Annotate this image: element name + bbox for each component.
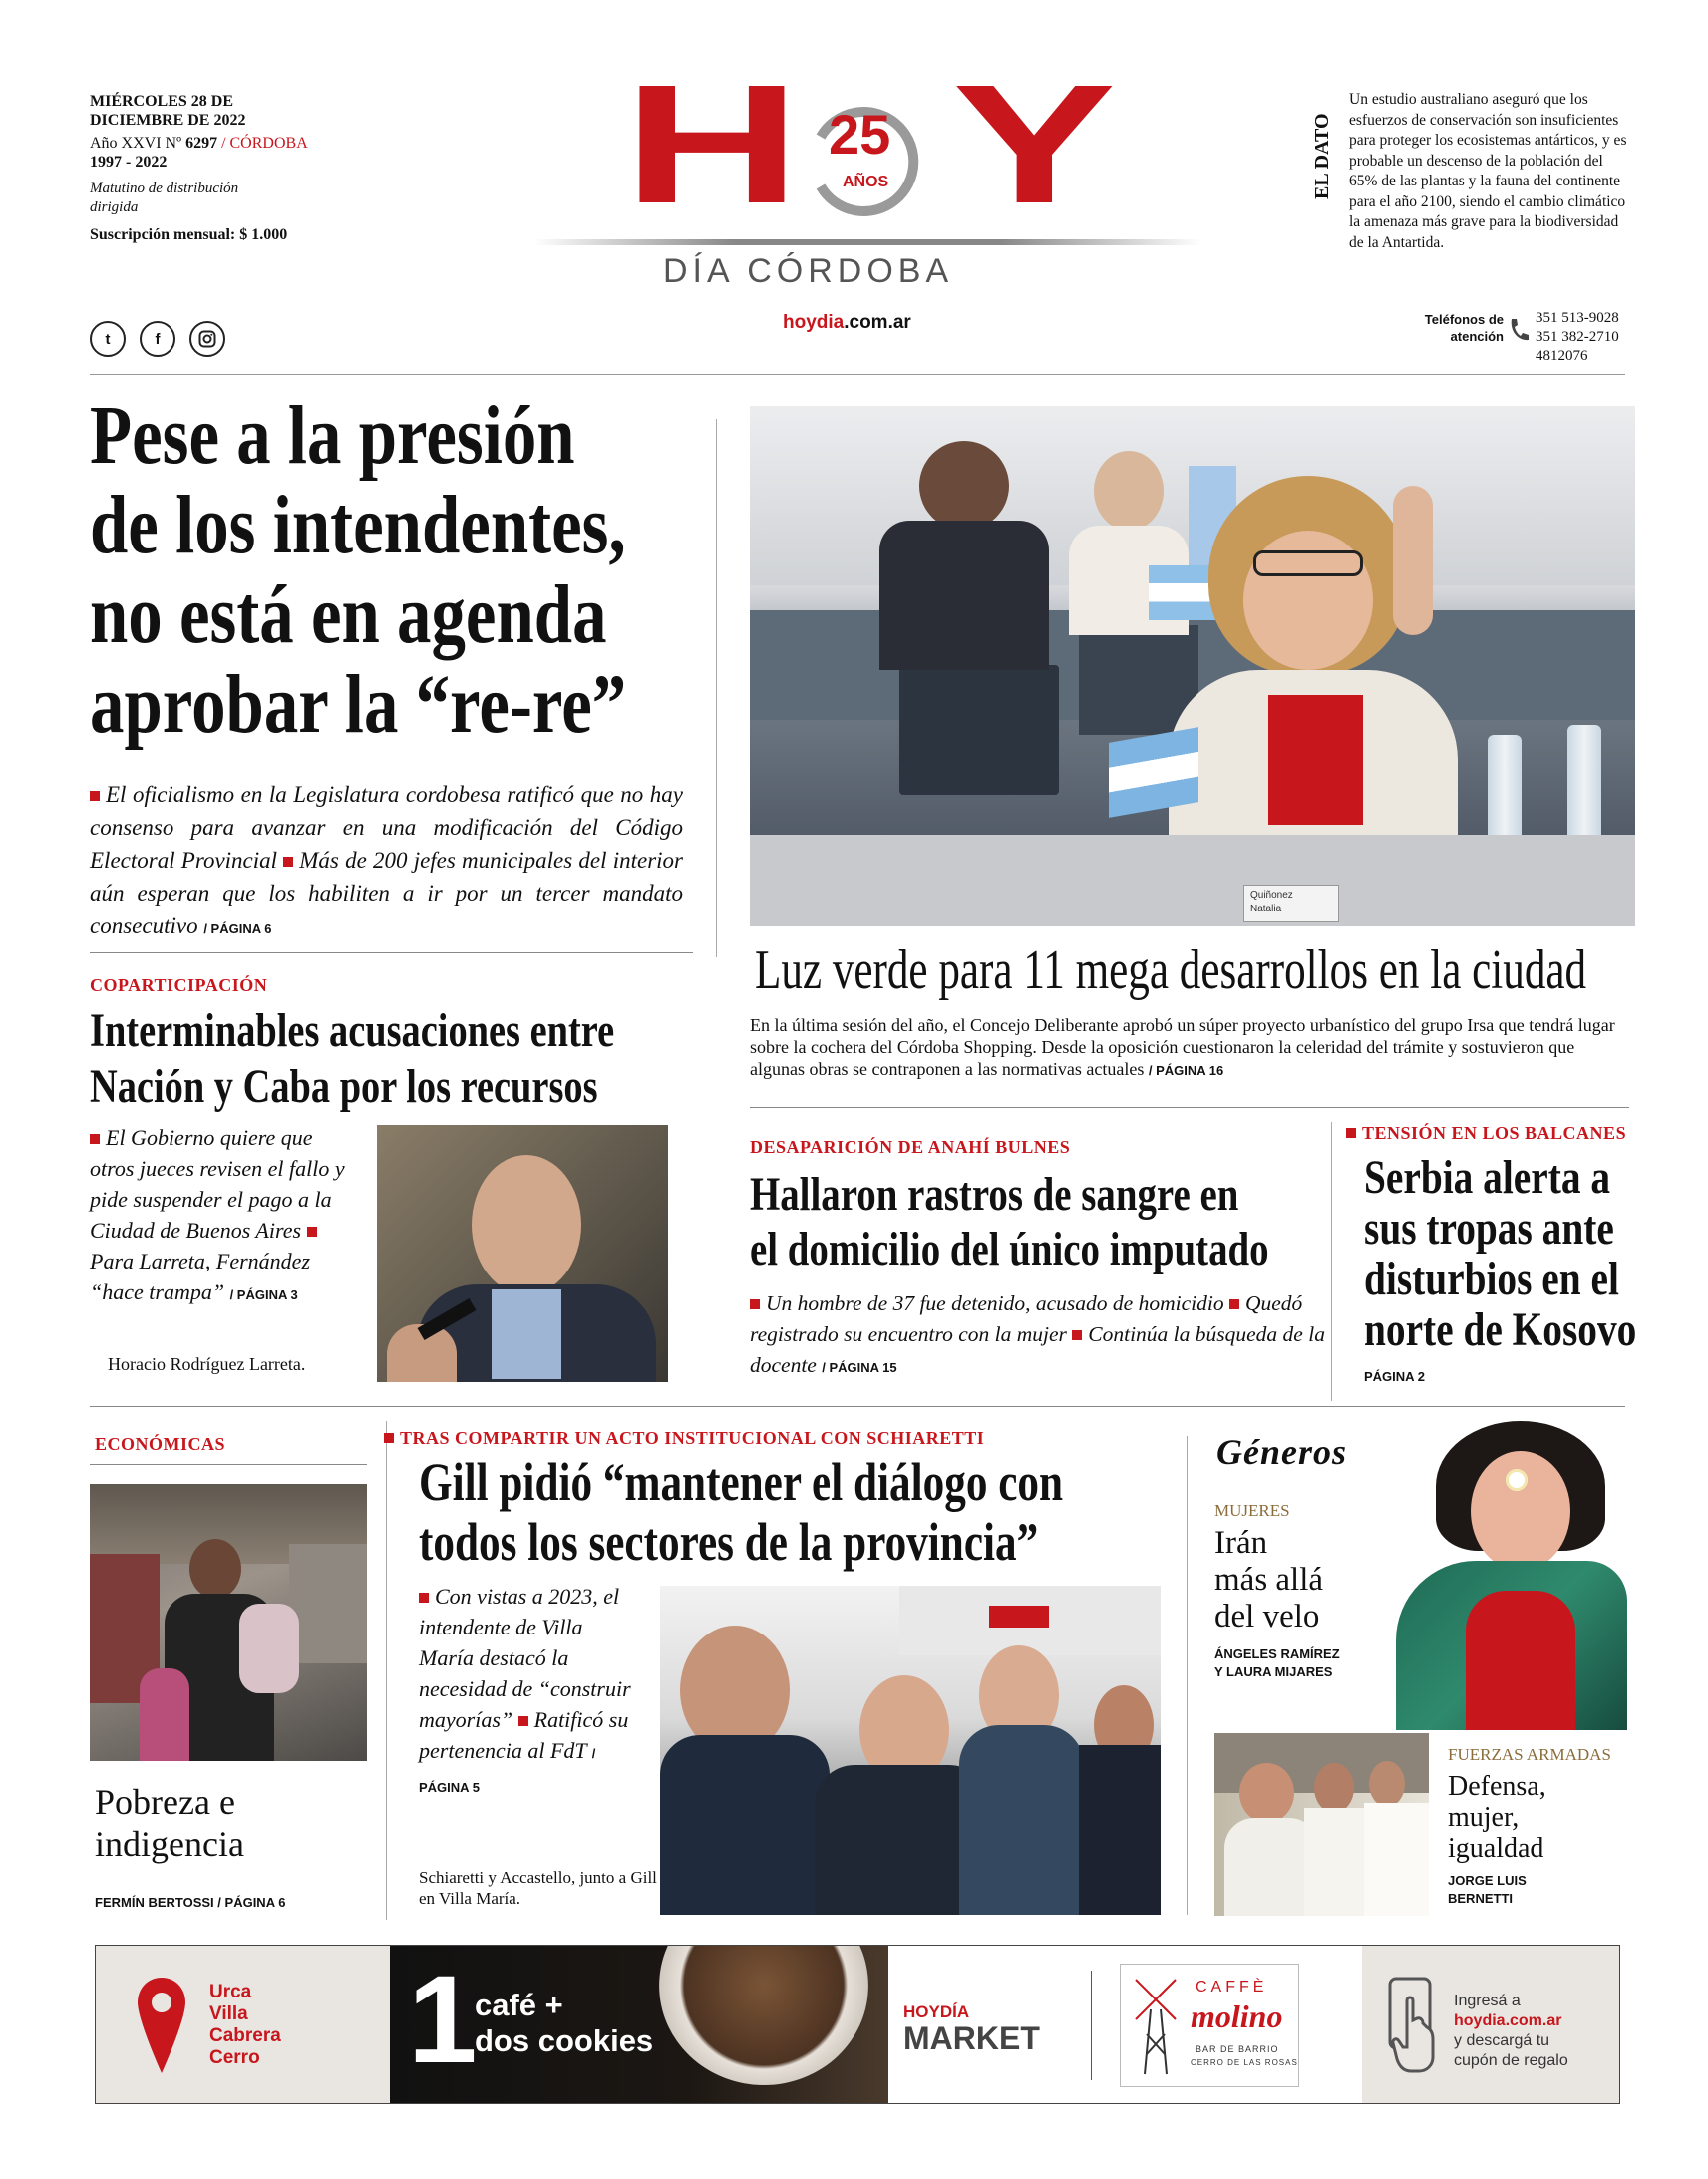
generos-item1-kicker: MUJERES xyxy=(1214,1501,1290,1520)
balcanes-headline-line: disturbios en el xyxy=(1364,1253,1619,1305)
lead-page-ref[interactable]: / PÁGINA 6 xyxy=(203,921,272,936)
balcanes-headline-line: sus tropas ante xyxy=(1364,1202,1614,1255)
bulnes-headline[interactable] xyxy=(750,1167,1391,1276)
generos-item1-title-line: del velo xyxy=(1214,1599,1320,1634)
larreta-caption: Horacio Rodríguez Larreta. xyxy=(108,1354,306,1374)
facebook-icon[interactable]: f xyxy=(140,321,175,357)
windmill-icon xyxy=(1131,1975,1181,2083)
phone-number: 4812076 xyxy=(1536,348,1588,364)
generos-item2-title-line: Defensa, xyxy=(1448,1771,1546,1802)
generos-item2-byline xyxy=(1448,1872,1611,1908)
phone-tap-icon xyxy=(1387,1976,1442,2080)
nameplate-text: Natalia xyxy=(1250,904,1282,914)
generos-item1-byline xyxy=(1214,1645,1340,1681)
nameplate-text: Quiñonez xyxy=(1250,890,1293,901)
cta-line: Ingresá a xyxy=(1454,1993,1521,2009)
ad-market-bottom: MARKET xyxy=(903,2020,1040,2056)
map-pin-icon xyxy=(136,1976,187,2080)
cta-line: cupón de regalo xyxy=(1454,2052,1568,2069)
lead-headline-line: no está en agenda xyxy=(90,568,607,661)
website-red: hoydia xyxy=(783,312,845,333)
concejo-headline[interactable]: Luz verde para 11 mega desarrollos en la ciudad xyxy=(755,939,1587,1001)
bulnes-deck xyxy=(750,1288,1343,1383)
logo-letter-y: Y xyxy=(952,50,1117,239)
gill-headline-line: Gill pidió “mantener el diálogo con xyxy=(419,1452,1064,1512)
generos-item2[interactable] xyxy=(1448,1745,1611,1908)
ad-locations xyxy=(209,1982,281,2069)
generos-item1-title-line: Irán xyxy=(1214,1525,1268,1561)
byline-line: ÁNGELES RAMÍREZ xyxy=(1214,1646,1340,1661)
ad-location: Villa xyxy=(209,2003,248,2024)
ad-caffe-logo xyxy=(1120,1964,1299,2087)
ad-market-logo xyxy=(903,2003,1040,2055)
economicas-title[interactable] xyxy=(95,1781,244,1865)
social-links xyxy=(90,321,239,357)
website-rest: .com.ar xyxy=(844,312,911,333)
bulnes-deck-3: Continúa la búsqueda de la docente xyxy=(750,1322,1325,1377)
gill-kicker: TRAS COMPARTIR UN ACTO INSTITUCIONAL CON SCHIARETTI xyxy=(400,1428,985,1448)
twitter-icon[interactable]: t xyxy=(90,321,126,357)
ad-location: Urca xyxy=(209,1982,252,2002)
bulnes-headline-line: el domicilio del único imputado xyxy=(750,1223,1269,1275)
bulnes-headline-line: Hallaron rastros de sangre en xyxy=(750,1168,1239,1221)
copart-deck-1: El Gobierno quiere que otros jueces revisen el fallo y pide suspender el pago a la Ciudad de Buenos Aires xyxy=(90,1125,345,1243)
ad-offer xyxy=(475,1988,653,2059)
ad-offer-line: dos cookies xyxy=(475,2023,654,2058)
ad-location: Cerro xyxy=(209,2047,260,2068)
byline-line: JORGE LUIS xyxy=(1448,1873,1527,1888)
divider xyxy=(90,952,693,953)
phone-number: 351 513-9028 xyxy=(1536,310,1619,326)
ad-market-top: HOYDÍA xyxy=(903,2002,970,2021)
phone-number: 351 382-2710 xyxy=(1536,329,1619,345)
issue-date: MIÉRCOLES 28 DE DICIEMBRE DE 2022 xyxy=(90,93,246,129)
instagram-icon[interactable] xyxy=(189,321,225,357)
edition-city: / CÓRDOBA xyxy=(221,135,308,152)
gill-deck-2: Ratificó su pertenencia al FdT xyxy=(419,1707,629,1763)
logo-anniversary-badge xyxy=(791,92,930,231)
copart-kicker: COPARTICIPACIÓN xyxy=(90,975,268,995)
byline-line: Y LAURA MIJARES xyxy=(1214,1664,1333,1679)
caffe-top: CAFFÈ xyxy=(1196,1979,1268,1996)
phone-list xyxy=(1536,309,1619,366)
concejo-body-text: En la última sesión del año, el Concejo Deliberante aprobó un súper proyecto urbanístico del grupo Irsa que tendrá lugar sobre la cochera del Córdoba Shopping. Desde la oposición cuestionaron la celeridad del trámite y sostuvieron que algunas obras se contraponen a las normativas actuales xyxy=(750,1015,1615,1079)
balcanes-headline-line: Serbia alerta a xyxy=(1364,1151,1611,1204)
balcanes-headline-line: norte de Kosovo xyxy=(1364,1303,1637,1356)
divider xyxy=(1091,1971,1092,2080)
economicas-author: FERMÍN BERTOSSI xyxy=(95,1895,214,1910)
ad-coffee-panel xyxy=(390,1946,888,2104)
economicas-page-ref[interactable]: / PÁGINA 6 xyxy=(217,1895,286,1910)
gill-headline[interactable] xyxy=(419,1452,1224,1572)
masthead-rule xyxy=(90,374,1625,375)
caffe-name: molino xyxy=(1191,1998,1283,2034)
generos-item1-title-line: más allá xyxy=(1214,1562,1324,1598)
edition-number: 6297 xyxy=(185,135,218,152)
ad-cta-text xyxy=(1454,1992,1568,2071)
ad-location: Cabrera xyxy=(209,2025,281,2046)
coffee-cup xyxy=(659,1945,868,2085)
bulnes-deck-2: Quedó registrado su encuentro con la mujer xyxy=(750,1291,1303,1346)
edition-prefix: Año XXVI Nº xyxy=(90,135,182,152)
copart-headline-line: Nación y Caba por los recursos xyxy=(90,1060,598,1113)
gill-headline-line: todos los sectores de la provincia” xyxy=(419,1512,1039,1572)
lead-deck-2: Más de 200 jefes municipales del interior aún esperan que los habiliten a ir por un tercer mandato consecutivo xyxy=(90,848,683,938)
bulnes-page-ref[interactable]: / PÁGINA 15 xyxy=(822,1360,897,1375)
gill-deck-1: Con vistas a 2023, el intendente de Villa María destacó la necesidad de “construir mayorías” xyxy=(419,1584,631,1732)
ad-banner[interactable] xyxy=(95,1945,1620,2104)
balcanes-page-ref[interactable]: PÁGINA 2 xyxy=(1364,1369,1425,1384)
ad-cta-panel[interactable] xyxy=(1362,1946,1620,2104)
divider xyxy=(1331,1122,1332,1401)
distribution-note: Matutino de distribución dirigida xyxy=(90,181,239,215)
economicas-title-line: Pobreza e xyxy=(95,1782,235,1822)
lead-headline-line: Pese a la presión xyxy=(90,389,575,482)
balcanes-headline[interactable] xyxy=(1364,1152,1696,1355)
ad-location-panel xyxy=(96,1946,390,2104)
divider xyxy=(1187,1436,1188,1915)
balcanes-kicker-wrap xyxy=(1346,1123,1626,1144)
subscription-price: Suscripción mensual: $ 1.000 xyxy=(90,226,288,243)
byline-line: BERNETTI xyxy=(1448,1891,1513,1906)
copart-deck xyxy=(90,1122,351,1310)
ad-big-number: 1 xyxy=(408,1951,478,2089)
divider xyxy=(750,1107,1629,1108)
economicas-title-line: indigencia xyxy=(95,1824,244,1864)
gill-page-ref[interactable]: / PÁGINA 5 xyxy=(419,1746,596,1795)
copart-deck-2: Para Larreta, Fernández “hace trampa” xyxy=(90,1249,311,1304)
gill-deck xyxy=(419,1581,640,1803)
fuerzas-photo xyxy=(1214,1733,1429,1916)
lead-headline[interactable] xyxy=(90,391,744,750)
section-rule xyxy=(90,1406,1625,1407)
lead-headline-line: de los intendentes, xyxy=(90,479,626,571)
phone-icon xyxy=(1508,317,1530,348)
bulnes-kicker: DESAPARICIÓN DE ANAHÍ BULNES xyxy=(750,1137,1071,1157)
generos-item1-title xyxy=(1214,1525,1340,1635)
divider xyxy=(716,419,717,957)
lead-deck xyxy=(90,778,683,945)
logo-letter-h: H xyxy=(623,50,802,239)
generos-item2-title-line: mujer, xyxy=(1448,1802,1520,1833)
badge-label: AÑOS xyxy=(843,174,889,190)
concejo-photo xyxy=(750,406,1635,926)
lead-headline-line: aprobar la “re-re” xyxy=(90,658,627,751)
economicas-photo xyxy=(90,1484,367,1761)
phones-label: Teléfonos de atención xyxy=(1424,312,1504,344)
copart-page-ref[interactable]: / PÁGINA 3 xyxy=(229,1287,298,1302)
website-link[interactable] xyxy=(783,312,911,334)
balcanes-kicker: TENSIÓN EN LOS BALCANES xyxy=(1362,1123,1627,1143)
copart-headline-line: Interminables acusaciones entre xyxy=(90,1004,615,1057)
economicas-kicker: ECONÓMICAS xyxy=(95,1434,226,1454)
generos-item2-title-line: igualdad xyxy=(1448,1833,1544,1864)
generos-photo xyxy=(1376,1421,1627,1730)
gill-photo xyxy=(660,1586,1161,1915)
gill-caption: Schiaretti y Accastello, junto a Gill en Villa María. xyxy=(419,1868,657,1908)
bulnes-deck-1: Un hombre de 37 fue detenido, acusado de homicidio xyxy=(766,1291,1224,1315)
concejo-body xyxy=(750,1014,1629,1082)
el-dato-label: EL DATO xyxy=(1311,113,1333,199)
ad-offer-line: café + xyxy=(475,1988,563,2022)
caffe-sub2: CERRO DE LAS ROSAS xyxy=(1191,2058,1298,2067)
gill-kicker-wrap xyxy=(384,1428,984,1449)
caffe-sub1: BAR DE BARRIO xyxy=(1196,2044,1279,2054)
cta-link[interactable]: hoydia.com.ar xyxy=(1454,2012,1562,2029)
masthead-left xyxy=(90,92,339,244)
logo-subtitle: DÍA CÓRDOBA xyxy=(663,252,954,290)
divider xyxy=(386,1421,387,1920)
generos-item2-kicker: FUERZAS ARMADAS xyxy=(1448,1745,1611,1764)
generos-item2-title xyxy=(1448,1771,1611,1864)
generos-item1[interactable] xyxy=(1214,1501,1340,1681)
copart-headline[interactable] xyxy=(90,1003,746,1115)
lead-deck-1: El oficialismo en la Legislatura cordobesa ratificó que no hay consenso para avanzar en una modificación del Código Electoral Provincial xyxy=(90,782,683,873)
cta-line: y descargá tu xyxy=(1454,2032,1550,2049)
el-dato-text: Un estudio australiano aseguró que los esfuerzos de conservación son insuficientes para proteger los ecosistemas antárticos, y es probable un descenso de la población del 65% de las plantas y la fauna del continente para el año 2100, siendo el cambio climático la amenaza más grave para la biodiversidad de la Antartida. xyxy=(1349,91,1627,251)
divider xyxy=(90,1464,367,1465)
generos-title[interactable]: Géneros xyxy=(1216,1432,1347,1472)
edition-line xyxy=(90,134,339,153)
larreta-photo xyxy=(377,1125,668,1382)
concejo-page-ref[interactable]: / PÁGINA 16 xyxy=(1148,1063,1224,1078)
economicas-byline xyxy=(95,1895,285,1910)
badge-number: 25 xyxy=(829,103,891,166)
logo-swoosh xyxy=(533,239,1201,245)
nameplate xyxy=(1243,885,1339,922)
edition-years: 1997 - 2022 xyxy=(90,154,168,171)
